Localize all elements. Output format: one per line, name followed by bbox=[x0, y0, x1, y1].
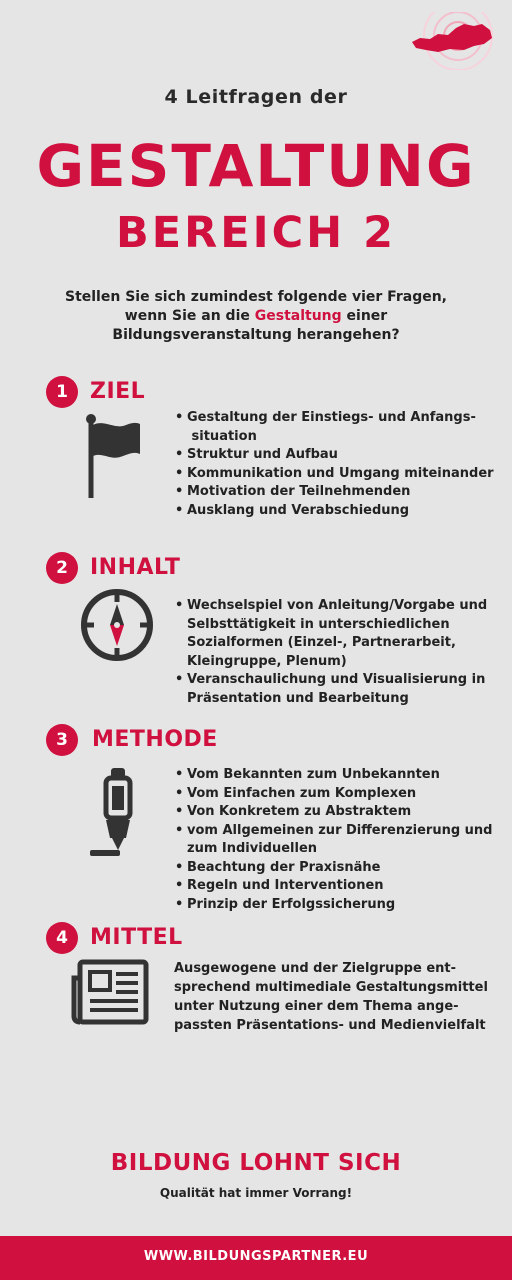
intro-text bbox=[44, 288, 468, 345]
list-item: • Vom Einfachen zum Komplexen bbox=[174, 785, 494, 804]
flag-icon bbox=[80, 412, 146, 504]
section-3-title: METHODE bbox=[92, 727, 218, 752]
list-item: • Von Konkretem zu Abstraktem bbox=[174, 803, 494, 822]
pen-icon bbox=[88, 766, 144, 864]
list-item: • Gestaltung der Einstiegs- und Anfangs- situation bbox=[174, 409, 494, 446]
section-2-title: INHALT bbox=[90, 555, 181, 580]
compass-icon bbox=[80, 588, 154, 666]
section-4-number: 4 bbox=[46, 922, 78, 954]
section-3-number: 3 bbox=[46, 724, 78, 756]
footer-title: BILDUNG LOHNT SICH bbox=[110, 1150, 402, 1176]
section-1-title: ZIEL bbox=[90, 379, 146, 404]
list-item: • Kommunikation und Umgang miteinander bbox=[174, 465, 494, 484]
list-item: • Ausklang und Verabschiedung bbox=[174, 502, 494, 521]
list-item: • Prinzip der Erfolgssicherung bbox=[174, 896, 494, 915]
austria-map-logo bbox=[404, 12, 500, 70]
list-item: • Motivation der Teilnehmenden bbox=[174, 483, 494, 502]
section-2-list bbox=[174, 597, 494, 708]
list-item: • vom Allgemeinen zur Differenzierung und zum Individuellen bbox=[174, 822, 494, 859]
page-subtitle: BEREICH 2 bbox=[115, 208, 397, 258]
intro-highlight: Gestaltung bbox=[254, 308, 342, 324]
footer-subtitle: Qualität hat immer Vorrang! bbox=[159, 1186, 353, 1200]
subtitle-top: 4 Leitfragen der bbox=[164, 86, 348, 108]
website-link[interactable]: WWW.BILDUNGSPARTNER.EU bbox=[143, 1249, 369, 1264]
list-item: • Vom Bekannten zum Unbekannten bbox=[174, 766, 494, 785]
section-4-text: Ausgewogene und der Zielgruppe ent-sprechend multimediale Gestaltungsmittel unter Nutzung einer dem Thema ange-passten Präsentations- und Medienvielfalt bbox=[174, 961, 488, 1033]
list-item: • Wechselspiel von Anleitung/Vorgabe und Selbsttätigkeit in unterschiedlichen Sozialformen (Einzel-, Partnerarbeit, Kleingruppe, Plenum) bbox=[174, 597, 494, 671]
section-1-number: 1 bbox=[46, 376, 78, 408]
bottom-bar bbox=[0, 1236, 512, 1280]
list-item: • Regeln und Interventionen bbox=[174, 877, 494, 896]
list-item: • Struktur und Aufbau bbox=[174, 446, 494, 465]
section-1-list bbox=[174, 409, 494, 520]
intro-text-before: Stellen Sie sich zumindest folgende vier Fragen, wenn Sie an die bbox=[64, 289, 447, 324]
newspaper-icon bbox=[68, 958, 152, 1032]
intro-text-after: einer Bildungsveranstaltung herangehen? bbox=[112, 308, 400, 343]
page-title: GESTALTUNG bbox=[36, 132, 476, 200]
list-item: • Veranschaulichung und Visualisierung in Präsentation und Bearbeitung bbox=[174, 671, 494, 708]
list-item: • Beachtung der Praxisnähe bbox=[174, 859, 494, 878]
section-4-title: MITTEL bbox=[90, 925, 183, 950]
section-3-list bbox=[174, 766, 494, 914]
section-2-number: 2 bbox=[46, 552, 78, 584]
